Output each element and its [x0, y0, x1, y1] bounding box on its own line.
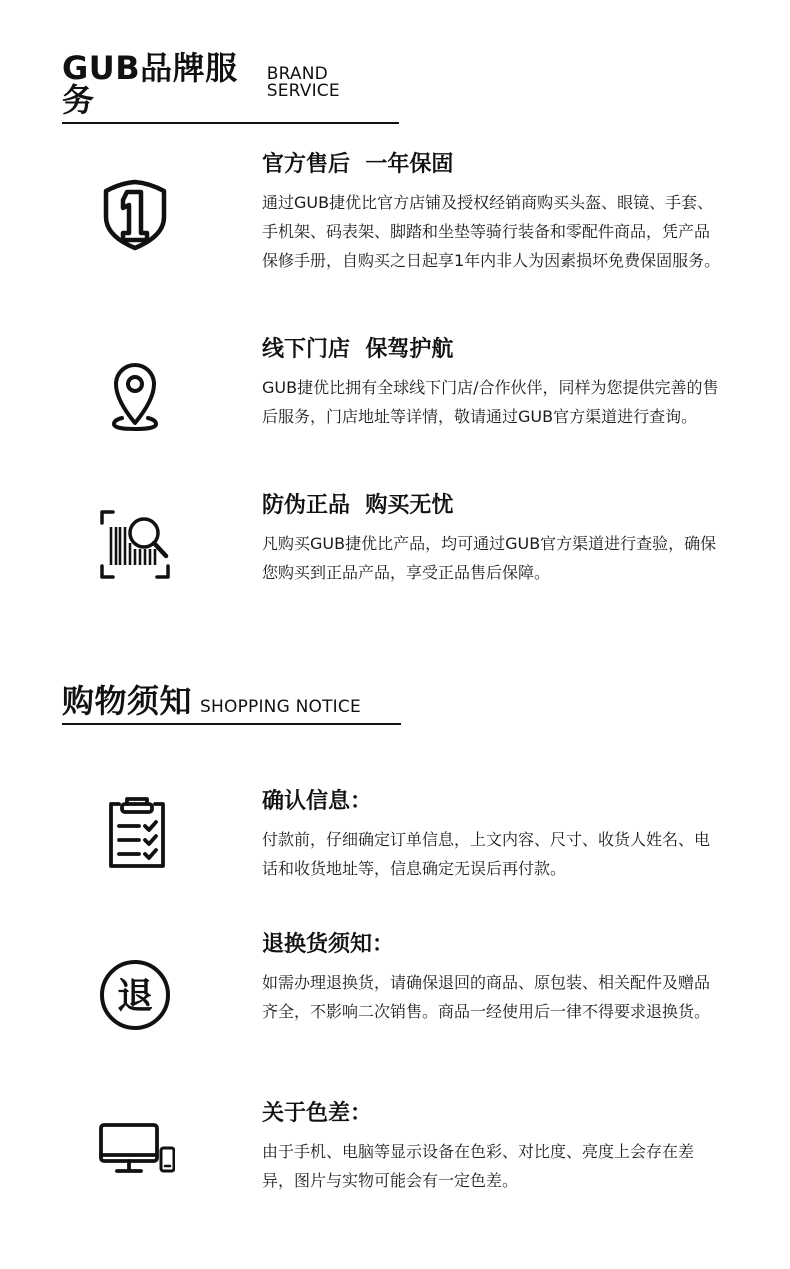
monitor-phone-icon	[95, 1111, 175, 1191]
color-difference-title: 关于色差：	[262, 1101, 373, 1126]
confirm-info-description: 付款前，仔细确定订单信息，上文内容、尺寸、收货人姓名、电话和收货地址等，信息确定无误后再付款。	[262, 830, 711, 878]
shopping-notice-header	[62, 682, 401, 725]
return-title: 退换货须知：	[262, 932, 395, 957]
location-pin-icon	[95, 355, 175, 435]
clipboard-checklist-icon	[95, 790, 175, 870]
warranty-description: 通过GUB捷优比官方店铺及授权经销商购买头盔、眼镜、手套、手机架、码表架、脚踏和坐垫等骑行装备和零配件商品，凭产品保修手册，自购买之日起享1年内非人为因素损坏免费保固服务。	[262, 193, 721, 270]
barcode-scan-icon	[95, 505, 175, 585]
warranty-title: 官方售后 一年保固	[262, 152, 454, 177]
shopping-notice-title: 购物须知	[62, 682, 193, 720]
return-exchange-icon	[95, 955, 175, 1035]
confirm-info-title: 确认信息：	[262, 789, 373, 814]
authenticity-description: 凡购买GUB捷优比产品，均可通过GUB官方渠道进行查验，确保您购买到正品产品，享受正品售后保障。	[262, 534, 717, 582]
store-title: 线下门店 保驾护航	[262, 337, 454, 362]
color-difference-description: 由于手机、电脑等显示设备在色彩、对比度、亮度上会存在差异，图片与实物可能会有一定色差。	[262, 1142, 695, 1190]
brand-service-title: GUB品牌服务	[62, 49, 238, 119]
return-description: 如需办理退换货，请确保退回的商品、原包装、相关配件及赠品齐全，不影响二次销售。商品一经使用后一律不得要求退换货。	[262, 973, 711, 1021]
shopping-notice-subtitle: SHOPPING NOTICE	[200, 697, 361, 717]
brand-service-header	[62, 49, 399, 124]
brand-service-subtitle: BRAND SERVICE	[266, 64, 340, 101]
authenticity-title: 防伪正品 购买无忧	[262, 493, 454, 518]
return-icon-glyph: 退	[116, 976, 154, 1017]
store-description: GUB捷优比拥有全球线下门店/合作伙伴，同样为您提供完善的售后服务，门店地址等详情，敬请通过GUB官方渠道进行查询。	[262, 378, 719, 426]
shield-number-one-icon	[95, 176, 175, 256]
